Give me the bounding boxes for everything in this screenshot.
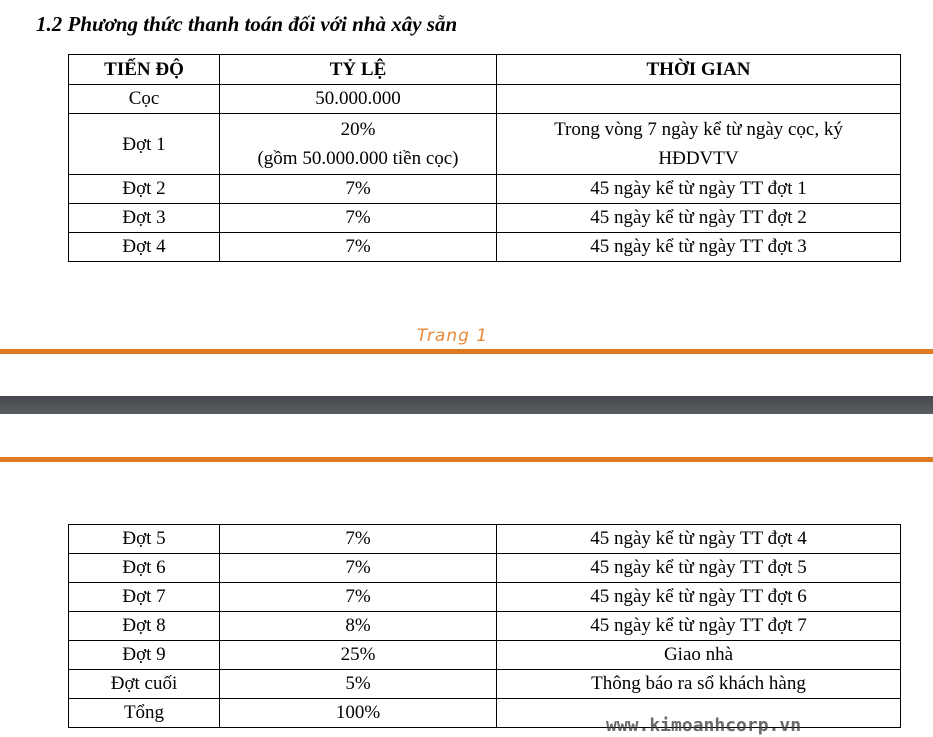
table-row [69,554,901,583]
cell-time: 45 ngày kể từ ngày TT đợt 5 [497,554,901,583]
table-row [69,114,901,175]
table-row [69,641,901,670]
cell-stage: Đợt 4 [69,233,220,262]
table-row [69,85,901,114]
cell-rate: 50.000.000 [220,85,497,114]
cell-rate: 8% [220,612,497,641]
column-header-time: THỜI GIAN [497,55,901,85]
time-line-2: HĐDVTV [658,148,739,169]
cell-rate: 7% [220,525,497,554]
cell-rate: 7% [220,583,497,612]
table-row [69,204,901,233]
cell-rate: 7% [220,554,497,583]
cell-stage: Đợt 8 [69,612,220,641]
column-header-rate: TỶ LỆ [220,55,497,85]
table-row [69,525,901,554]
table-row [69,233,901,262]
page-number-footer: Trang 1 [416,326,489,346]
page-break-gap [0,396,933,414]
cell-time: Thông báo ra sổ khách hàng [497,670,901,699]
cell-time: 45 ngày kể từ ngày TT đợt 2 [497,204,901,233]
footer-divider [0,349,933,354]
cell-rate: 5% [220,670,497,699]
cell-rate: 7% [220,233,497,262]
payment-table-top [68,54,901,262]
cell-rate: 100% [220,699,497,728]
table-row [69,583,901,612]
cell-stage: Đợt 9 [69,641,220,670]
cell-time: 45 ngày kể từ ngày TT đợt 4 [497,525,901,554]
table-header-row [69,55,901,85]
table-row [69,612,901,641]
column-header-stage: TIẾN ĐỘ [69,55,220,85]
section-heading: 1.2 Phương thức thanh toán đối với nhà xây sẵn [36,12,458,36]
rate-value: 20% [340,119,376,140]
cell-time: 45 ngày kể từ ngày TT đợt 3 [497,233,901,262]
cell-stage: Đợt 2 [69,175,220,204]
cell-rate [220,114,497,175]
table-row [69,670,901,699]
cell-rate: 7% [220,175,497,204]
cell-stage: Đợt 5 [69,525,220,554]
cell-stage: Đợt 7 [69,583,220,612]
payment-table-bottom [68,524,901,728]
table-row [69,175,901,204]
cell-time: 45 ngày kể từ ngày TT đợt 6 [497,583,901,612]
cell-stage: Đợt cuối [69,670,220,699]
cell-stage: Tổng [69,699,220,728]
cell-stage: Đợt 3 [69,204,220,233]
website-watermark: www.kimoanhcorp.vn [606,715,802,736]
cell-time: 45 ngày kể từ ngày TT đợt 1 [497,175,901,204]
cell-time [497,85,901,114]
header-divider [0,457,933,462]
cell-stage: Cọc [69,85,220,114]
cell-stage: Đợt 6 [69,554,220,583]
cell-rate: 25% [220,641,497,670]
time-line-1: Trong vòng 7 ngày kể từ ngày cọc, ký [554,119,843,140]
cell-time [497,114,901,175]
rate-note: (gồm 50.000.000 tiền cọc) [257,148,459,169]
cell-stage: Đợt 1 [69,114,220,175]
cell-time: Giao nhà [497,641,901,670]
cell-rate: 7% [220,204,497,233]
cell-time: 45 ngày kể từ ngày TT đợt 7 [497,612,901,641]
